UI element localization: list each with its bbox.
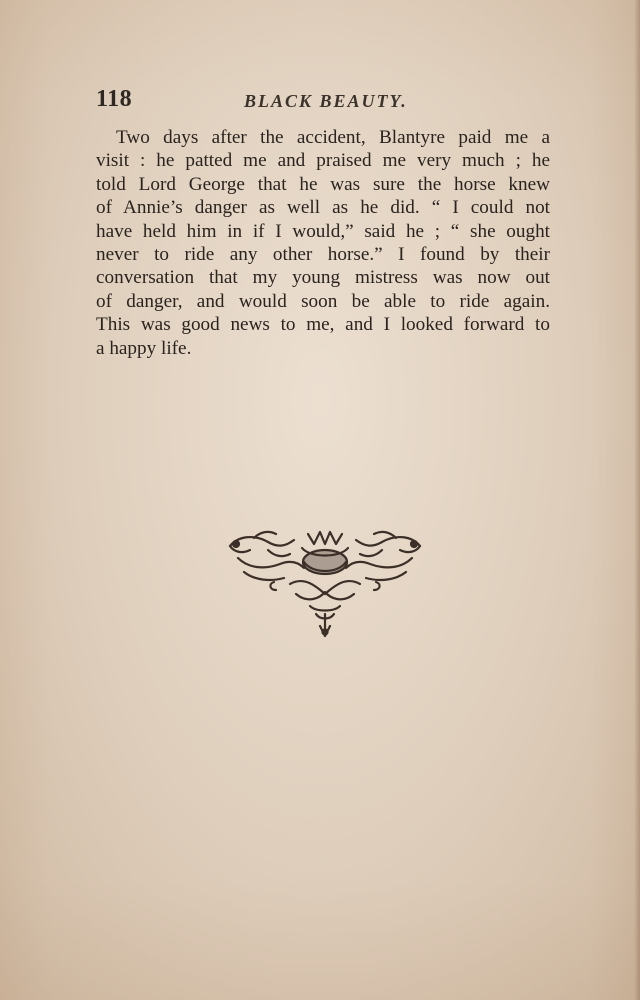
text-line: of danger, and would soon be able to ride again. [96,290,550,312]
body-paragraph [96,126,550,360]
text-line: Two days after the accident, Blantyre paid me a [116,127,550,148]
text-line: This was good news to me, and I looked forward to [96,314,550,336]
page-number: 118 [96,86,133,112]
text-line: have held him in if I would,” said he ; “ she ought [96,220,550,242]
text-line: visit : he patted me and praised me very much ; he [96,150,550,172]
page-edge-shadow [634,0,640,1000]
text-line: a happy life. [96,337,192,359]
text-line: conversation that my young mistress was now out [96,267,550,289]
running-head [96,86,552,116]
text-line: never to ride any other horse.” I found by their [96,244,550,266]
text-line: told Lord George that he was sure the horse knew [96,173,550,195]
text-line: of Annie’s danger as well as he did. “ I could not [96,197,550,219]
tailpiece-dragons-ornament-icon [224,528,426,640]
running-title: BLACK BEAUTY. [244,91,408,111]
